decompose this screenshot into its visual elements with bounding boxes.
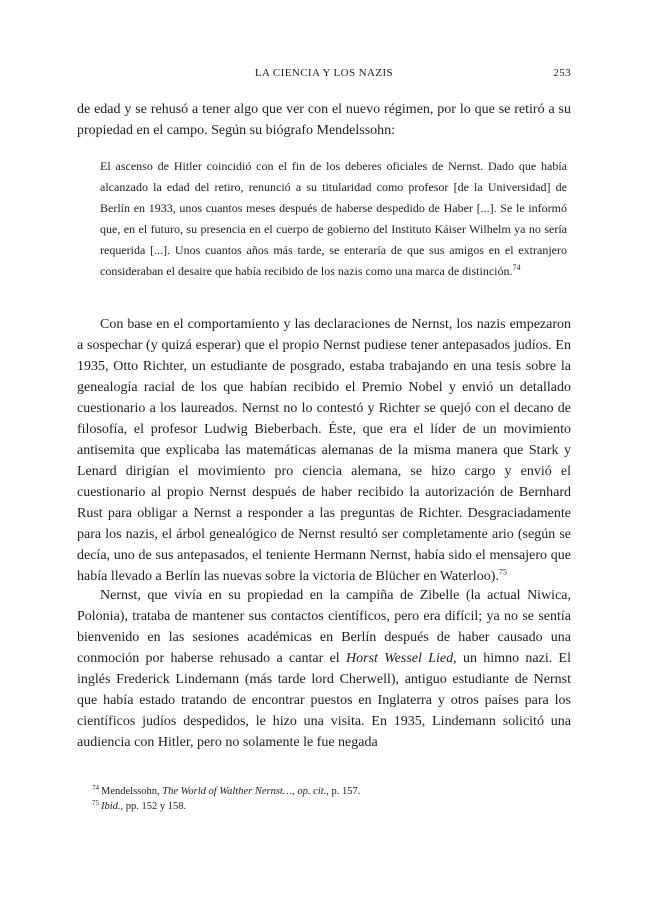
quote-text: El ascenso de Hitler coincidió con el fin de los deberes oficiales de Nernst. Dado que había alcanzado la edad del retiro, renunció a su titularidad como profesor [de la Universidad] de Berlín en 1933, unos cuantos meses después de haberse despedido de Haber [...]. Se le informó que, en el futuro, su presencia en el cuerpo de gobierno del Instituto Káiser Wilhelm ya no sería requerida [...]. Unos cuantos años más tarde, se enteraría de que sus amigos en el extranjero consideraban el desaire que había recibido de los nazis como una marca de distinción. — [100, 159, 567, 278]
page-header — [77, 67, 571, 83]
footnote-number: 75 — [92, 798, 99, 807]
footnote-ibid: Ibid. — [101, 801, 121, 812]
paragraph-genealogy — [77, 314, 571, 587]
paragraph-zibelle-text-end: , un himno nazi. El inglés Frederick Lindemann (más tarde lord Cherwell), antiguo estudiante de Nernst que había estado tratando de encontrar puestos en Inglaterra y otros países para los científicos judíos despedidos, le hizo una visita. En 1935, Lindemann solicitó una audiencia con Hitler, pero no solamente le fue negada — [77, 651, 571, 750]
footnote-number: 74 — [92, 783, 99, 792]
footnote-75 — [92, 799, 572, 814]
footnotes — [92, 784, 572, 814]
paragraph-intro: de edad y se rehusó a tener algo que ver con el nuevo régimen, por lo que se retiró a su propiedad en el campo. Según su biógrafo Mendelssohn: — [77, 102, 571, 138]
paragraph-zibelle — [77, 585, 571, 753]
paragraph-genealogy-text: Con base en el comportamiento y las declaraciones de Nernst, los nazis empezaron a sospechar (y quizá esperar) que el propio Nernst pudiese tener antepasados judíos. En 1935, Otto Richter, un estudiante de posgrado, estaba trabajando en una tesis sobre la genealogía racial de los que habían recibido el Premio Nobel y envió un detallado cuestionario a los laureados. Nernst no lo contestó y Richter se quejó con el decano de filosofía, el profesor Ludwig Bieberbach. Éste, que era el líder de un movimiento antisemita que explicaba las matemáticas alemanas de la misma manera que Stark y Lenard dirigían el movimiento pro ciencia alemana, se hizo cargo y envió el cuestionario al propio Nernst después de haber recibido la autorización de Bernhard Rust para obligar a Nernst a responder a las preguntas de Richter. Desgraciadamente para los nazis, el árbol genealógico de Nernst resultó ser completamente ario (según se decía, uno de sus antepasados, el teniente Hermann Nernst, había sido el mensajero que había llevado a Berlín las nuevas sobre la victoria de Blücher en Waterloo). — [77, 317, 571, 584]
footnote-text-end: , p. 157. — [326, 786, 361, 797]
footnote-text-end: , pp. 152 y 158. — [120, 801, 187, 812]
paragraph-zibelle-text-start: Nernst, que vivía en su propiedad en la campiña de Zibelle (la actual Niwica, Polonia), trataba de mantener sus contactos científicos, pero era difícil; ya no se sentía bienvenido en las sesiones académicas en Berlín después de haber causado una conmoción por haberse rehusado a cantar el — [77, 588, 571, 666]
footnote-ref-75[interactable]: 75 — [498, 567, 507, 577]
footnote-ref-74[interactable]: 74 — [512, 263, 521, 272]
footnote-74 — [92, 784, 572, 799]
page-number: 253 — [553, 67, 571, 79]
block-quote — [100, 156, 567, 282]
running-title: LA CIENCIA Y LOS NAZIS — [254, 67, 394, 79]
song-title: Horst Wessel Lied — [346, 651, 454, 666]
footnote-text: Mendelssohn, — [101, 786, 163, 797]
footnote-book-title: The World of Walther Nernst…, op. cit. — [162, 786, 327, 797]
